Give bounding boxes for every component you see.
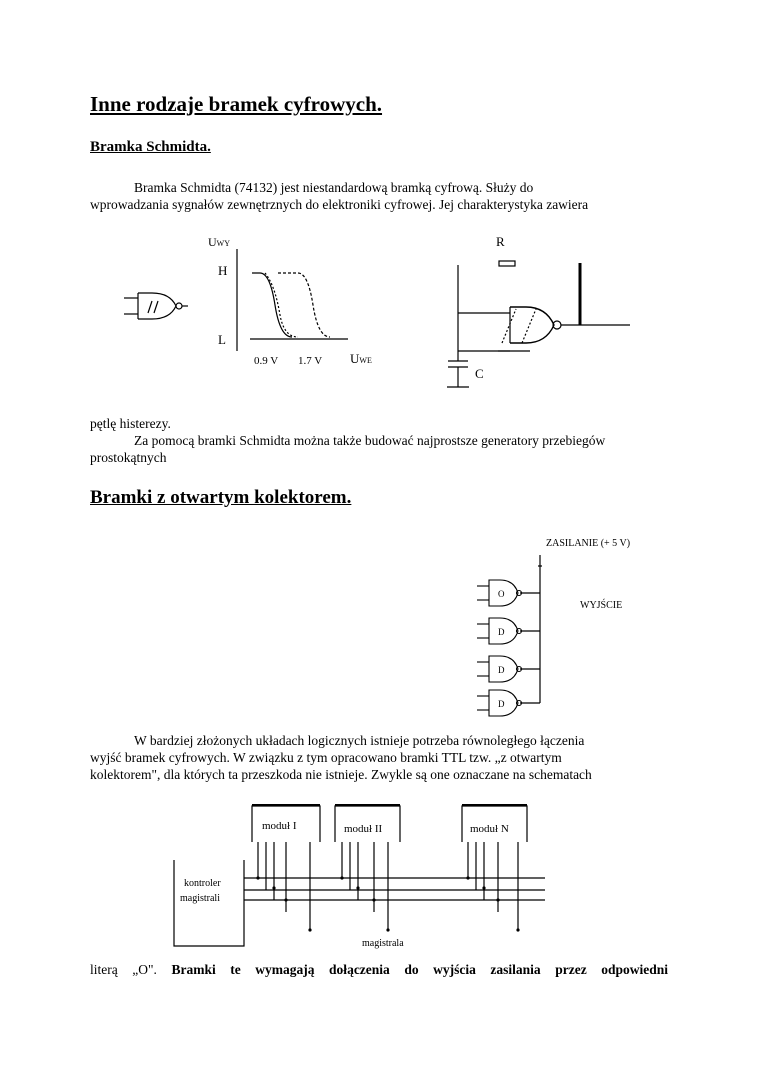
graph-y-label: UWY [208,235,230,249]
text-line: Za pomocą bramki Schmidta można także budować najprostsze generatory przebiegów [134,433,606,448]
text-line [90,961,668,978]
module-label: moduł I [262,820,297,832]
open-collector-figure [470,530,660,720]
output-label: WYJŚCIE [580,600,623,611]
text-line: Bramka Schmidta (74132) jest niestandardową bramką cyfrową. Służy do [134,180,534,195]
module-label: moduł II [344,823,383,835]
graph-high-label: H [218,263,228,278]
threshold-high-label: 1.7 V [298,355,323,367]
open-collector-wiring [520,555,542,703]
page-title: Inne rodzaje bramek cyfrowych. [90,92,383,116]
text-line: prostokątnych [90,450,167,465]
resistor-label: R [496,234,505,249]
text-line: wprowadzania sygnałów zewnętrznych do elektroniki cyfrowej. Jej charakterystyka zawiera [90,197,589,212]
threshold-low-label: 0.9 V [254,355,279,367]
module-label: moduł N [470,823,509,835]
graph-x-label: UWE [350,351,372,366]
text-line: wyjść bramek cyfrowych. W związku z tym opracowano bramki TTL tzw. „z otwartym [90,750,562,765]
schmidt-gate-icon [124,293,188,319]
graph-low-label: L [218,332,226,347]
schmidt-paragraph-1 [90,179,668,213]
section-heading-schmidt: Bramka Schmidta. [90,139,211,155]
text-line: pętlę histerezy. [90,416,171,431]
gate-label: D [498,699,505,709]
schmidt-figure [110,225,670,405]
text-line: W bardziej złożonych układach logicznych istnieje potrzeba równoległego łączenia [134,733,585,748]
gate-label: D [498,627,505,637]
bus-figure [170,800,560,955]
controller-label: kontroler [184,878,221,889]
final-text-bold: Bramki te wymagają dołączenia do wyjścia zasilania przez odpowiedni [171,962,669,977]
supply-label: ZASILANIE (+ 5 V) [546,538,631,549]
controller-label: magistrali [180,893,220,904]
capacitor-label: C [475,366,484,381]
text-line: kolektorem", dla których ta przeszkoda nie istnieje. Zwykle są one oznaczane na schematach [90,767,592,782]
gate-label: D [498,665,505,675]
section-heading-open-collector: Bramki z otwartym kolektorem. [90,487,352,508]
final-text-normal: literą „O". [90,962,172,977]
gate-label: O [498,589,505,599]
schmidt-paragraph-2 [90,415,668,466]
open-collector-paragraph [90,732,668,783]
bus-label: magistrala [362,938,404,949]
hysteresis-graph [237,249,348,351]
final-paragraph [90,961,668,978]
